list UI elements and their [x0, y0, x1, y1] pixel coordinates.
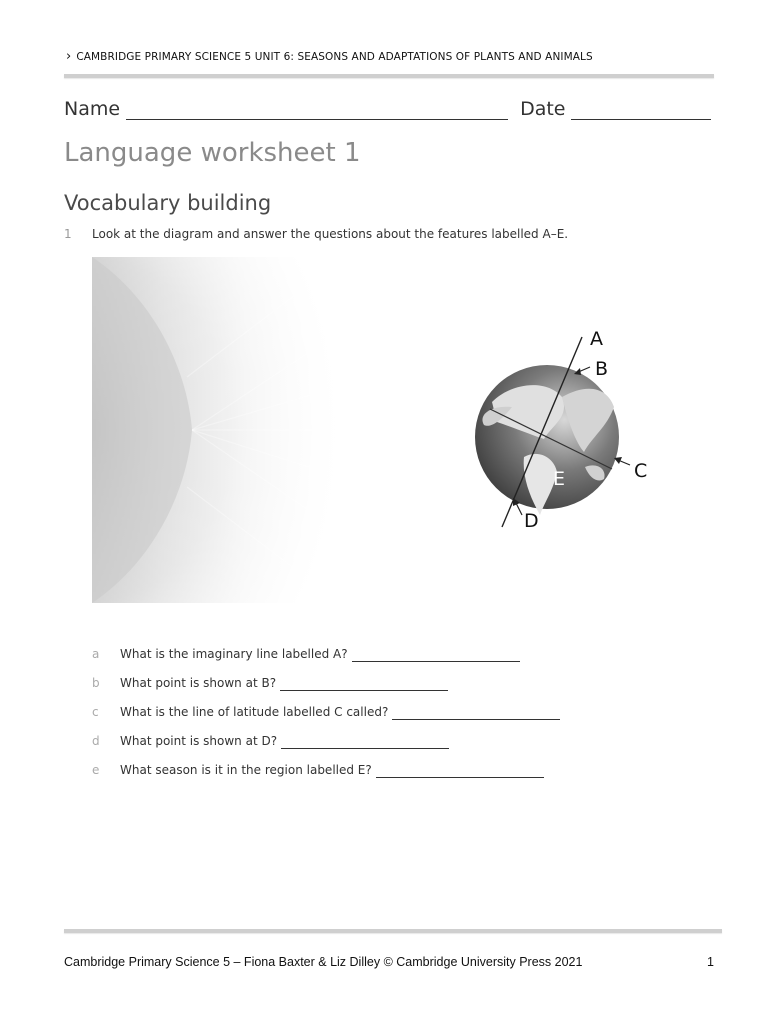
subquestion-letter: b	[92, 676, 100, 690]
chevron-right-icon: ›	[66, 49, 72, 64]
question-number: 1	[64, 227, 72, 241]
page-footer	[64, 955, 714, 969]
section-heading: Vocabulary building	[64, 191, 272, 215]
subquestion-e	[92, 763, 544, 778]
date-field[interactable]	[571, 99, 711, 120]
label-a: A	[590, 328, 603, 350]
subquestion-text: What is the line of latitude labelled C called?	[120, 705, 389, 719]
subquestion-a	[92, 647, 520, 662]
page-number: 1	[707, 955, 714, 969]
name-label: Name	[64, 98, 121, 120]
answer-line[interactable]	[280, 676, 448, 691]
label-e: E	[553, 468, 566, 490]
subquestion-text: What is the imaginary line labelled A?	[120, 647, 348, 661]
answer-line[interactable]	[392, 705, 560, 720]
subquestion-letter: e	[92, 763, 100, 777]
subquestion-c	[92, 705, 560, 720]
subquestion-text: What season is it in the region labelled E?	[120, 763, 372, 777]
subquestion-letter: a	[92, 647, 100, 661]
question-text: Look at the diagram and answer the questions about the features labelled A–E.	[92, 227, 569, 241]
subquestion-d	[92, 734, 449, 749]
footer-credit: Cambridge Primary Science 5 – Fiona Baxter & Liz Dilley © Cambridge University Press 2021	[64, 955, 583, 969]
date-label: Date	[520, 98, 566, 120]
footer-divider	[64, 929, 722, 933]
running-header	[66, 50, 726, 63]
label-c: C	[634, 460, 648, 482]
subquestion-b	[92, 676, 448, 691]
page-title: Language worksheet 1	[64, 138, 361, 168]
subquestion-text: What point is shown at D?	[120, 734, 278, 748]
subquestion-letter: d	[92, 734, 100, 748]
earth-sun-diagram	[92, 257, 652, 603]
subquestion-letter: c	[92, 705, 99, 719]
header-text: CAMBRIDGE PRIMARY SCIENCE 5 UNIT 6: SEASONS AND ADAPTATIONS OF PLANTS AND ANIMALS	[76, 50, 593, 63]
answer-line[interactable]	[281, 734, 449, 749]
answer-line[interactable]	[352, 647, 520, 662]
answer-line[interactable]	[376, 763, 544, 778]
name-date-row	[64, 98, 724, 120]
subquestion-text: What point is shown at B?	[120, 676, 277, 690]
sun-graphic	[92, 257, 372, 603]
name-field[interactable]	[126, 99, 508, 120]
label-d: D	[524, 510, 539, 532]
label-b: B	[595, 358, 609, 380]
header-divider	[64, 74, 714, 78]
